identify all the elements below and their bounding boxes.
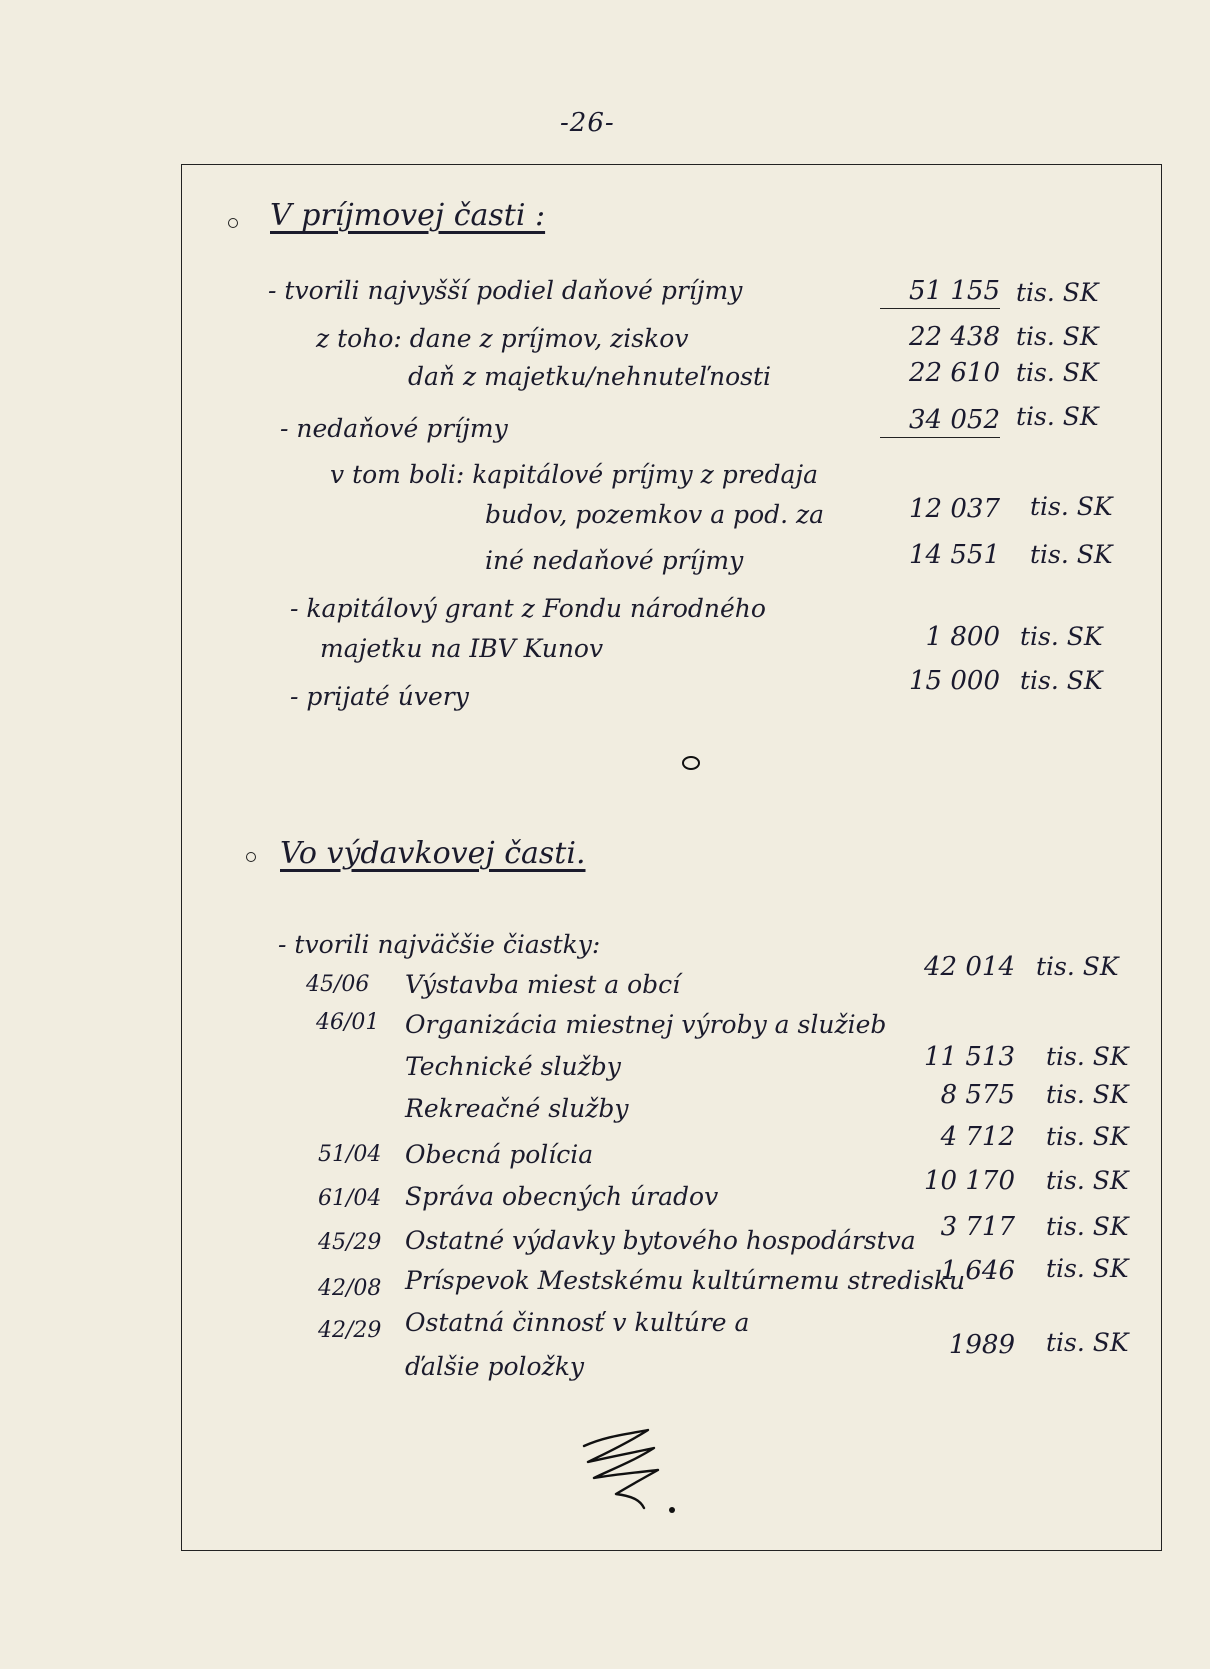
expense-unit: tis. SK	[1036, 952, 1119, 981]
end-squiggle	[576, 1418, 686, 1518]
expense-unit: tis. SK	[1046, 1212, 1129, 1241]
bullet-income	[228, 218, 238, 228]
income-line-10: - prijaté úvery	[290, 682, 469, 711]
income-amount-1: 51 155	[880, 276, 1000, 309]
expense-unit: tis. SK	[1046, 1122, 1129, 1151]
income-heading: V príjmovej časti :	[270, 198, 546, 233]
income-line-1: - tvorili najvyšší podiel daňové príjmy	[268, 276, 743, 305]
income-amount-10: 15 000	[909, 666, 1000, 696]
expense-amount: 42 014	[924, 952, 1015, 982]
income-unit-6: tis. SK	[1030, 492, 1113, 521]
expense-intro: - tvorili najväčšie čiastky:	[278, 930, 601, 959]
income-unit-4: tis. SK	[1016, 402, 1099, 431]
bullet-expense	[246, 852, 256, 862]
income-unit-7: tis. SK	[1030, 540, 1113, 569]
income-unit-2: tis. SK	[1016, 322, 1099, 351]
expense-heading: Vo výdavkovej časti.	[280, 836, 586, 871]
income-line-5: v tom boli: kapitálové príjmy z predaja	[330, 460, 819, 489]
expense-unit: tis. SK	[1046, 1166, 1129, 1195]
expense-unit: tis. SK	[1046, 1254, 1129, 1283]
expense-amount: 3 717	[940, 1212, 1015, 1242]
expense-label: Príspevok Mestskému kultúrnemu stredisku	[405, 1266, 966, 1295]
expense-code: 45/29	[318, 1230, 382, 1255]
separator-mark	[682, 756, 700, 770]
income-line-2: z toho: dane z príjmov, ziskov	[316, 324, 689, 353]
expense-label: Organizácia miestnej výroby a služieb	[405, 1010, 887, 1039]
expense-label: Obecná polícia	[405, 1140, 594, 1169]
expense-code: 45/06	[306, 972, 370, 997]
income-line-7: iné nedaňové príjmy	[485, 546, 744, 575]
income-amount-6: 12 037	[909, 494, 1000, 524]
expense-code: 46/01	[316, 1010, 380, 1035]
income-unit-9: tis. SK	[1020, 622, 1103, 651]
expense-label: Výstavba miest a obcí	[405, 970, 681, 999]
expense-unit: tis. SK	[1046, 1328, 1129, 1357]
expense-label: Ostatné výdavky bytového hospodárstva	[405, 1226, 916, 1255]
expense-code: 42/29	[318, 1318, 382, 1343]
income-amount-4: 34 052	[880, 405, 1000, 438]
expense-code: 42/08	[318, 1276, 382, 1301]
income-amount-7: 14 551	[909, 540, 1000, 570]
expense-label: Rekreačné služby	[405, 1094, 629, 1123]
expense-amount: 4 712	[940, 1122, 1015, 1152]
income-amount-3: 22 610	[909, 358, 1000, 388]
expense-amount: 8 575	[940, 1080, 1015, 1110]
expense-amount: 1 646	[940, 1256, 1015, 1286]
income-line-3: daň z majetku/nehnuteľnosti	[408, 362, 772, 391]
page-number: -26-	[560, 108, 615, 138]
income-unit-1: tis. SK	[1016, 278, 1099, 307]
income-line-6: budov, pozemkov a pod. za	[485, 500, 825, 529]
expense-amount: 11 513	[924, 1042, 1015, 1072]
expense-amount: 1989	[948, 1330, 1015, 1360]
expense-label: Technické služby	[405, 1052, 621, 1081]
expense-code: 51/04	[318, 1142, 382, 1167]
income-amount-2: 22 438	[909, 322, 1000, 352]
income-unit-3: tis. SK	[1016, 358, 1099, 387]
income-line-9: majetku na IBV Kunov	[320, 634, 604, 663]
income-unit-10: tis. SK	[1020, 666, 1103, 695]
expense-amount: 10 170	[924, 1166, 1015, 1196]
income-amount-9: 1 800	[925, 622, 1000, 652]
expense-unit: tis. SK	[1046, 1042, 1129, 1071]
expense-code: 61/04	[318, 1186, 382, 1211]
expense-label: Správa obecných úradov	[405, 1182, 719, 1211]
income-line-4: - nedaňové príjmy	[280, 414, 508, 443]
expense-label: Ostatná činnosť v kultúre a	[405, 1308, 750, 1337]
income-line-8: - kapitálový grant z Fondu národného	[290, 594, 766, 623]
expense-label: ďalšie položky	[405, 1352, 585, 1381]
expense-unit: tis. SK	[1046, 1080, 1129, 1109]
